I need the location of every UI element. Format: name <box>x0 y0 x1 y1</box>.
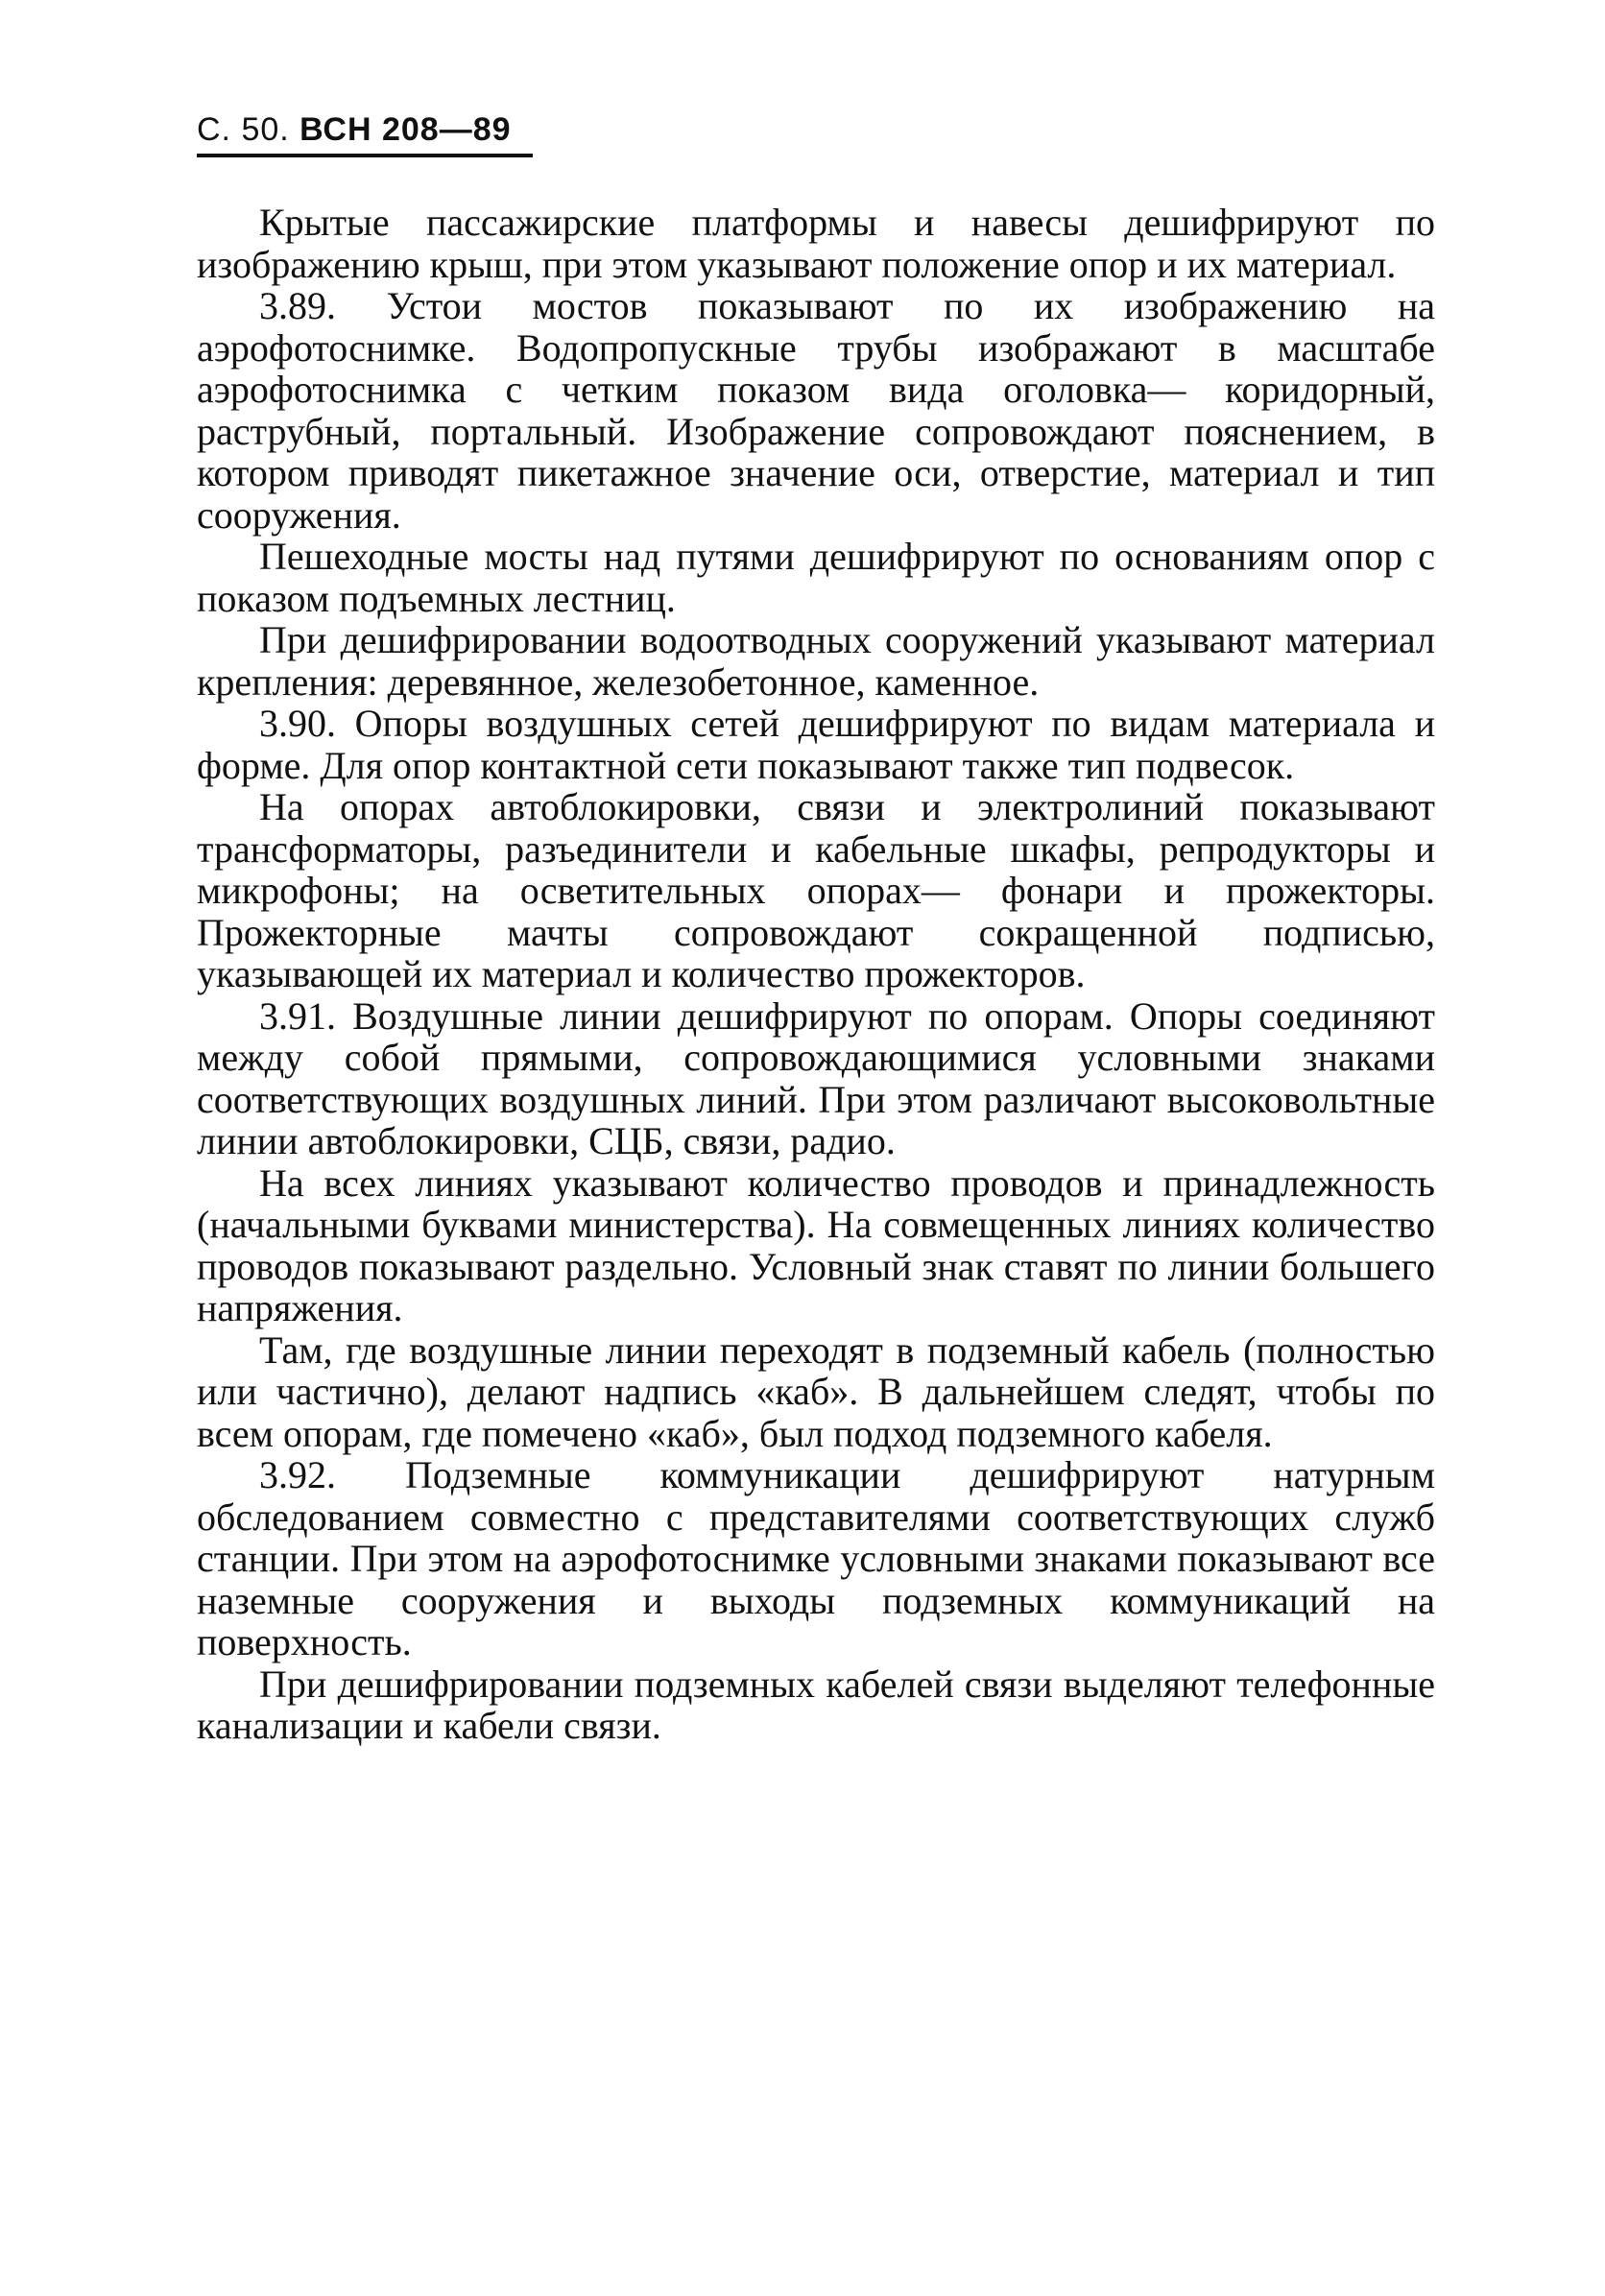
paragraph: На опорах автоблокировки, связи и электролиний показывают трансформаторы, разъединители и кабельные шкафы, репродукторы и микрофоны; на осветительных опорах— фонари и прожекторы. Прожекторные мачты сопровождают сокращенной подписью, указывающей их материал и количество прожекторов. <box>197 785 1435 995</box>
paragraph: 3.90. Опоры воздушных сетей дешифрируют по видам материала и форме. Для опор контактной сети показывают также тип подвесок. <box>197 702 1435 787</box>
paragraph: 3.92. Подземные коммуникации дешифрируют натурным обследованием совместно с представителями соответствующих служб станции. При этом на аэрофотоснимке условными знаками показывают все наземные сооружения и выходы подземных коммуникаций на поверхность. <box>197 1453 1435 1663</box>
paragraph: Крытые пассажирские платформы и навесы дешифрируют по изображению крыш, при этом указывают положение опор и их материал. <box>197 201 1435 286</box>
document-code: ВСН 208—89 <box>299 111 512 148</box>
paragraph: Пешеходные мосты над путями дешифрируют по основаниям опор с показом подъемных лестниц. <box>197 535 1435 620</box>
header-underline <box>197 154 533 157</box>
page-number-label: С. 50. <box>197 111 290 148</box>
paragraph: На всех линиях указывают количество проводов и принадлежность (начальными буквами министерства). На совмещенных линиях количество проводов показывают раздельно. Условный знак ставят по линии большего напряжения. <box>197 1160 1435 1329</box>
paragraph: 3.91. Воздушные линии дешифрируют по опорам. Опоры соединяют между собой прямыми, сопровождающимися условными знаками соответствующих воздушных линий. При этом различают высоковольтные линии автоблокировки, СЦБ, связи, радио. <box>197 993 1435 1162</box>
paragraph: При дешифрировании подземных кабелей связи выделяют телефонные канализации и кабели связи. <box>197 1662 1435 1747</box>
body-text <box>197 202 1435 1747</box>
paragraph: При дешифрировании водоотводных сооружений указывают материал крепления: деревянное, железобетонное, каменное. <box>197 618 1435 704</box>
paragraph: Там, где воздушные линии переходят в подземный кабель (полностью или частично), делают надпись «каб». В дальнейшем следят, чтобы по всем опорам, где помечено «каб», был подход подземного кабеля. <box>197 1327 1435 1455</box>
page-header <box>197 110 512 149</box>
paragraph: 3.89. Устои мостов показывают по их изображению на аэрофотоснимке. Водопропускные трубы изображают в масштабе аэрофотоснимка с четким показом вида оголовка— коридорный, раструбный, портальный. Изображение сопровождают пояснением, в котором приводят пикетажное значение оси, отверстие, материал и тип сооружения. <box>197 284 1435 537</box>
